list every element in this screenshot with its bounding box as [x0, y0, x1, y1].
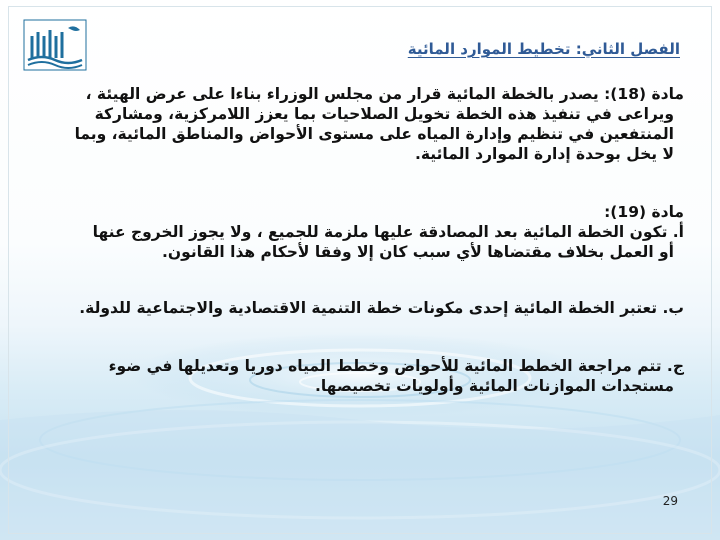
article-19-c-line-1: ج. تتم مراجعة الخطط المائية للأحواض وخطط المياه دوريا وتعديلها في ضوء — [108, 357, 684, 375]
article-19-b-line: ب. تعتبر الخطة المائية إحدى مكونات خطة التنمية الاقتصادية والاجتماعية للدولة. — [79, 299, 684, 317]
article-19-c-line-2: مستجدات الموازنات المائية وأولويات تخصيصها. — [314, 377, 674, 395]
article-18 — [34, 84, 684, 164]
page-title: الفصل الثاني: تخطيط الموارد المائية — [407, 40, 680, 58]
article-19-a-line-1: أ. تكون الخطة المائية بعد المصادقة عليها ملزمة للجميع ، ولا يجوز الخروج عنها — [92, 223, 684, 241]
page-number: 29 — [662, 494, 678, 508]
article-18-line-3: المنتفعين في تنظيم وإدارة المياه على مستوى الأحواض والمناطق المائية، وبما — [74, 125, 674, 143]
article-19 — [34, 202, 684, 262]
article-19-c — [34, 356, 684, 396]
article-19-label: مادة (19): — [604, 203, 684, 221]
document-body — [34, 84, 684, 396]
article-18-line-2: ويراعى في تنفيذ هذه الخطة تخويل الصلاحيات بما يعزز اللامركزية، ومشاركة — [94, 105, 674, 123]
article-18-line-4: لا يخل بوحدة إدارة الموارد المائية. — [414, 145, 674, 163]
article-19-b — [34, 298, 684, 318]
article-18-label: مادة (18): — [604, 85, 684, 103]
article-18-line-1: مادة (18): يصدر بالخطة المائية قرار من مجلس الوزراء بناءا على عرض الهيئة ، — [85, 85, 684, 103]
water-authority-logo-icon — [22, 18, 88, 72]
article-19-a-line-2: أو العمل بخلاف مقتضاها لأي سبب كان إلا وفقا لأحكام هذا القانون. — [161, 243, 674, 261]
